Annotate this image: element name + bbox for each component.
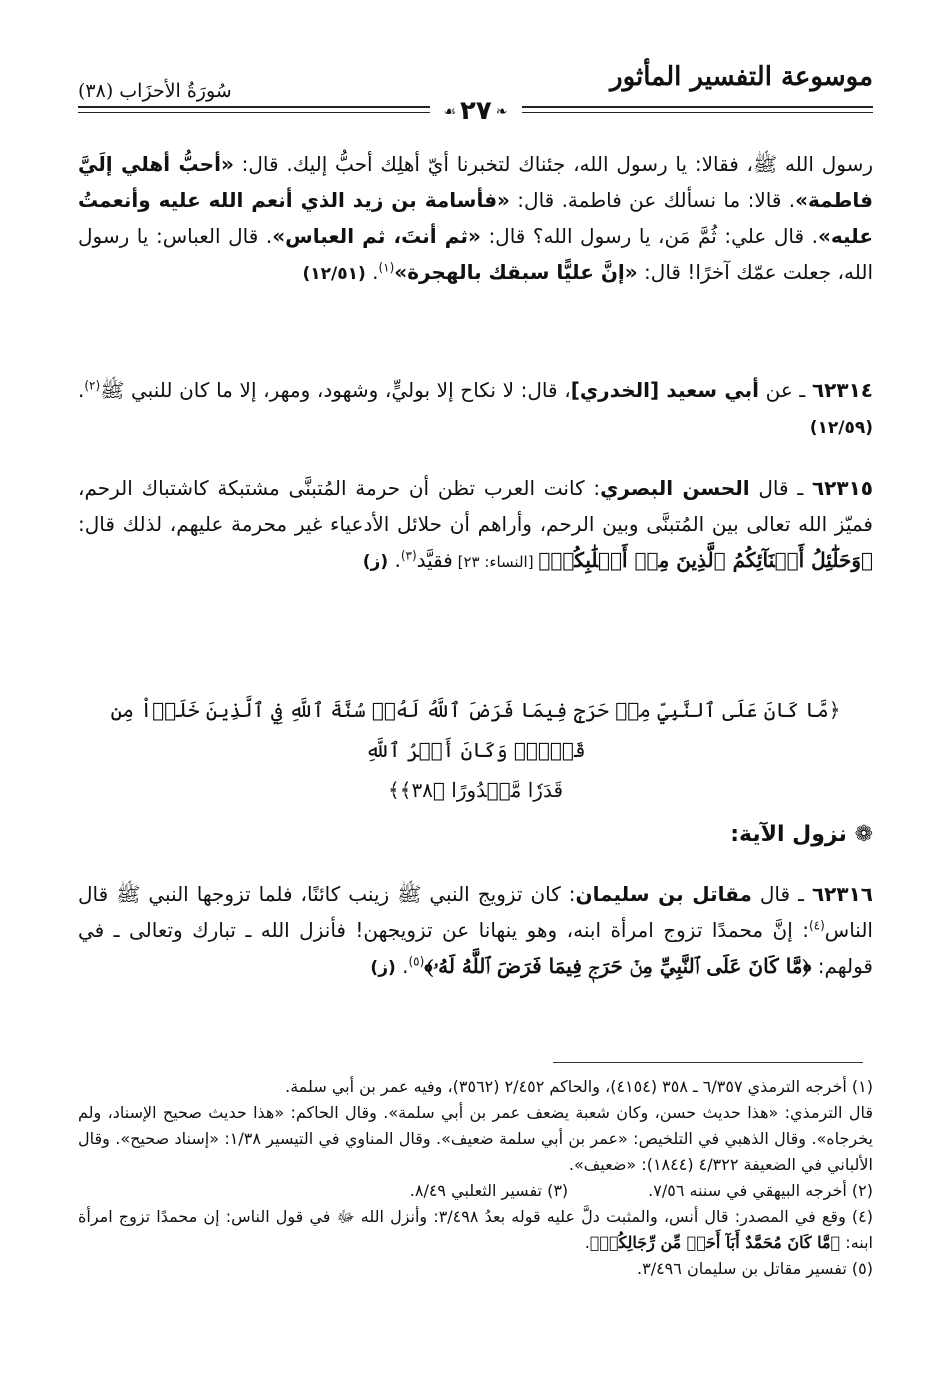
surah-reference: [النساء: ٢٣]: [452, 553, 539, 571]
hadith-quote: «إنَّ عليًّا سبقك بالهجرة»: [394, 260, 638, 284]
page-number: ٢٧: [460, 96, 492, 126]
flower-icon: ❁: [854, 822, 873, 847]
section-heading: [78, 822, 873, 847]
footnote-2: (٢) أخرجه البيهقي في سننه ٧/٥٦.: [648, 1181, 873, 1200]
page-number-box: [429, 96, 521, 126]
text: ـ قال: [749, 476, 812, 500]
text: رسول الله ﷺ، فقالا: يا رسول الله، جئناك لتخبرنا أيّ أهلِك أحبُّ إليك. قال:: [233, 152, 873, 176]
text: فقيَّد: [416, 548, 453, 572]
text: ـ قال: [751, 882, 812, 906]
footnote-marker: (٣): [400, 548, 417, 563]
text: . قال علي: ثُمَّ مَن، يا رسول الله؟ قال:: [480, 224, 818, 248]
text: .: [584, 1233, 590, 1252]
quran-quote: ﴿وَحَلَٰٓئِلُ أَبۡنَآئِكُمُ ٱلَّذِينَ مِنۡ أَصۡلَٰبِكُمۡ﴾: [538, 548, 873, 572]
volume-reference: (١٢/٥٩): [809, 418, 873, 438]
narration-number: ٦٢٣١٦: [811, 882, 873, 906]
footnote-separator: [553, 1062, 863, 1063]
narrator-name: مقاتل بن سليمان: [575, 882, 752, 906]
book-title: موسوعة التفسير المأثور: [610, 62, 873, 92]
text: .: [78, 378, 85, 402]
paragraph-62316: [78, 876, 873, 986]
footnote-1-detail: قال الترمذي: «هذا حديث حسن، وكان شعبة يضعف عمر بن أبي سلمة». وقال الحاكم: «هذا حديث صحيح الإسناد، ولم يخرجاه». وقال الذهبي في التلخيص: «عمر بن أبي سلمة ضعيف». وقال المناوي في التيسير ١/٣٨: «إسناد صحيح». وقال الألباني في الضعيفة ٤/٣٢٢ (١٨٤٤): «ضعيف».: [78, 1103, 874, 1174]
footnote-marker: (١): [378, 260, 395, 275]
narrator-name: الحسن البصري: [600, 476, 750, 500]
footnote-row: [78, 1178, 873, 1204]
quran-quote: ﴿مَّا كَانَ عَلَى ٱلنَّبِيِّ مِنۡ حَرَجٖ فِيمَا فَرَضَ ٱللَّهُ لَهُۥ﴾: [424, 954, 812, 978]
narration-number: ٦٢٣١٥: [811, 476, 873, 500]
hadith-quote: «أحبُّ أهلي إلَيَّ فاطمة»: [78, 152, 873, 212]
text: ، قال: لا نكاح إلا بوليٍّ، وشهود، ومهر، إلا ما كان للنبي ﷺ: [100, 378, 571, 402]
quran-quote: ﴿مَّا كَانَ مُحَمَّدٌ أَبَآ أَحَدٖ مِّن رِّجَالِكُمۡ﴾: [589, 1233, 841, 1252]
section-title: نزول الآية:: [730, 822, 847, 847]
surah-title: سُورَةُ الأحزَاب (٣٨): [78, 80, 232, 102]
ornament-icon: ☙: [443, 103, 457, 120]
text: : كان تزويج النبي ﷺ زينب كائنًا، فلما تزوجها النبي ﷺ قال الناس: [78, 882, 873, 942]
footnote-4: [78, 1204, 873, 1256]
volume-reference: (ز): [370, 958, 396, 978]
footnote-marker: (٢): [84, 378, 101, 393]
text: .: [365, 260, 379, 284]
verse-line: ﴿مَّا كَانَ عَلَى ٱلنَّبِيِّ مِنۡ حَرَجٖ فِيمَا فَرَضَ ٱللَّهُ لَهُۥۖ سُنَّةَ ٱللَّهِ فِي ٱلَّذِينَ خَلَوۡاْ مِن قَبۡلُۚ وَكَانَ أَمۡرُ ٱللَّهِ: [110, 698, 841, 762]
footnote-1: (١) أخرجه الترمذي ٦/٣٥٧ ـ ٣٥٨ (٤١٥٤)، والحاكم ٢/٤٥٢ (٣٥٦٢)، وفيه عمر بن أبي سلمة.: [285, 1077, 873, 1096]
text: .: [395, 954, 409, 978]
paragraph-hadith-continued: [78, 146, 873, 292]
hadith-quote: «ثم أنتَ، ثم العباس»: [272, 224, 481, 248]
footnote-3: (٣) تفسير الثعلبي ٨/٤٩.: [409, 1181, 569, 1200]
text: : كانت العرب تظن أن حرمة المُتبنَّى مشتبكة كاشتباك الرحم، فميّز الله تعالى بين المُتبنَّى وبين الرحم، وأراهم أن حلائل الأدعياء غير محرمة عليهم، لذلك قال:: [78, 476, 873, 536]
hadith-quote: «فأسامة بن زيد الذي أنعم الله عليه وأنعمتُ عليه»: [78, 188, 873, 248]
footnote-marker: (٥): [408, 954, 425, 969]
footnote-marker: (٤): [808, 918, 825, 933]
footnotes: [78, 1074, 873, 1282]
volume-reference: (١٢/٥١): [302, 264, 366, 284]
text: : إنَّ محمدًا تزوج امرأة ابنه، وهو ينهانا عن تزويجهن! فأنزل الله ـ تبارك وتعالى ـ في قولهم:: [78, 918, 873, 978]
text: . قال العباس: يا رسول الله، جعلت عمّك آخرًا! قال:: [78, 224, 873, 284]
narration-number: ٦٢٣١٤: [811, 378, 873, 402]
paragraph-62314: [78, 372, 873, 446]
ornament-icon: ❧: [495, 103, 508, 120]
page-header: [78, 62, 873, 126]
footnote-5: (٥) تفسير مقاتل بن سليمان ٣/٤٩٦.: [637, 1259, 873, 1278]
text: ـ عن: [758, 378, 812, 402]
text: . قالا: ما نسألك عن فاطمة. قال:: [509, 188, 796, 212]
text: (٤) وقع في المصدر: قال أنس، والمثبت دلَّ عليه قوله بعدُ ٣/٤٩٨: وأنزل الله ﷻ في قول الناس: إن محمدًا تزوج امرأة ابنه:: [78, 1207, 874, 1252]
volume-reference: (ز): [362, 552, 389, 572]
paragraph-62315: [78, 470, 873, 580]
text: .: [388, 548, 401, 572]
quran-verse-block: [78, 690, 873, 810]
narrator-name: أبي سعيد [الخدري]: [570, 378, 759, 402]
verse-line: قَدَرٗا مَّقۡدُورًا ﴿٣٨﴾﴾: [388, 778, 563, 802]
